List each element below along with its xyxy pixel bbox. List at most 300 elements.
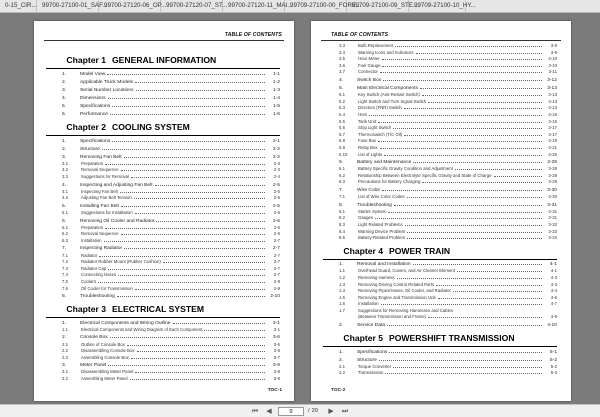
chapter-number: Chapter 4 [343, 245, 383, 256]
toc-entry[interactable] [46, 286, 280, 293]
toc-entry[interactable] [46, 154, 280, 161]
entry-title: Meter Panel [80, 363, 107, 369]
document-tab[interactable]: 99709-27100-00_FORE... [285, 0, 347, 13]
dot-leader [131, 355, 265, 359]
toc-entry[interactable] [46, 71, 280, 78]
toc-entry[interactable] [323, 202, 557, 209]
toc-entry[interactable] [46, 294, 280, 301]
entry-title: Horn [358, 111, 368, 117]
toc-entry[interactable] [46, 279, 280, 286]
entry-page: 4-7 [550, 301, 557, 307]
toc-entry[interactable] [323, 308, 557, 315]
entry-number: 2. [62, 79, 67, 85]
chapter-number: Chapter 3 [66, 304, 106, 315]
entry-title: Electrical Components and Wiring Outline [80, 320, 171, 326]
toc-entry[interactable] [46, 335, 280, 342]
entry-number: 1.3 [339, 281, 345, 287]
toc-entry[interactable] [46, 95, 280, 102]
entry-title: List of Lights [358, 151, 383, 157]
entry-title: Dimensions [80, 95, 106, 101]
entry-number: 5.10 [339, 151, 348, 157]
entry-number: 1.1 [339, 268, 345, 274]
entry-number: 1. [62, 71, 67, 77]
toc-entry[interactable] [46, 355, 280, 362]
entry-number: 3.3 [339, 43, 345, 48]
dot-leader [99, 253, 265, 257]
document-tab[interactable]: 0-15_CIR... [0, 0, 37, 13]
dot-leader [378, 119, 542, 123]
toc-entry[interactable] [323, 166, 557, 173]
dot-leader [102, 146, 265, 150]
toc-entry[interactable] [323, 77, 557, 84]
dot-leader [124, 154, 265, 158]
entry-page: 3-31 [548, 215, 557, 221]
entry-title: Precautions for Battery Charging [358, 179, 421, 185]
toc-entry[interactable] [323, 235, 557, 242]
document-tab[interactable]: 99700-27120-06_OP... [99, 0, 161, 13]
dot-leader [117, 294, 265, 298]
toc-entry[interactable] [46, 225, 280, 232]
entry-page: 3-30 [548, 194, 557, 200]
entry-title: Gauges [358, 215, 374, 221]
entry-number: 2. [339, 357, 344, 363]
entry-number: 1. [339, 349, 344, 355]
document-tab-bar [0, 0, 600, 13]
entry-number: 6.1 [339, 166, 345, 172]
toc-entry[interactable] [323, 152, 557, 159]
entry-number: 7.2 [62, 259, 68, 265]
dot-leader [173, 320, 265, 324]
entry-title: Wire Color [357, 187, 381, 193]
entry-title: Removal Sequence [81, 231, 119, 237]
entry-page: 4-1 [549, 262, 557, 268]
entry-page: 5-1 [549, 349, 557, 355]
chapter-heading[interactable] [323, 246, 557, 258]
dot-leader [387, 323, 542, 327]
document-tab[interactable]: 99709-27100-09_STE... [347, 0, 409, 13]
toc-entry[interactable] [323, 295, 557, 302]
entry-title: Structure [357, 357, 377, 363]
dot-leader [394, 202, 542, 206]
entry-page: 3-33 [548, 228, 557, 234]
toc-entry[interactable] [323, 138, 557, 145]
entry-page: 3-28 [548, 166, 557, 172]
toc-entry[interactable] [46, 231, 280, 238]
entry-number: 6. [62, 218, 67, 224]
entry-title: Switch Box [357, 77, 382, 83]
entry-page: 3-7 [273, 354, 280, 360]
entry-page: 4-9 [550, 314, 557, 320]
toc-entry[interactable] [323, 179, 557, 186]
entry-title: Adjusting Fan Belt Tension [81, 195, 132, 201]
toc-entry[interactable] [323, 50, 557, 57]
entry-number: 3.5 [339, 56, 345, 62]
toc-entry[interactable] [323, 301, 557, 308]
toc-entry[interactable] [46, 103, 280, 110]
toc-entry[interactable] [323, 145, 557, 152]
toc-entry[interactable] [323, 288, 557, 295]
chapter-rule [46, 68, 280, 69]
toc-entry[interactable] [323, 282, 557, 289]
toc-entry[interactable] [46, 203, 280, 210]
entry-title: Console Box [80, 335, 108, 341]
dot-leader [121, 232, 265, 236]
entry-number: 7.4 [62, 272, 68, 278]
entry-number: 1.7 [339, 307, 345, 313]
toc-entry[interactable] [46, 253, 280, 260]
entry-page: 1-1 [272, 71, 280, 77]
toc-entry[interactable] [323, 86, 557, 93]
dot-leader [413, 262, 542, 266]
entry-number: 5. [339, 86, 344, 92]
dot-leader [121, 203, 265, 207]
entry-page: 2-5 [273, 210, 280, 215]
entry-number: 5.1 [339, 92, 345, 98]
entry-title: Inspecting Fan Belt [81, 188, 118, 194]
entry-number: 2.1 [339, 363, 345, 369]
document-viewer[interactable] [0, 13, 600, 404]
entry-number: 5.2 [339, 98, 345, 104]
entry-number: 3.6 [339, 62, 345, 68]
entry-page: 5-2 [549, 357, 557, 363]
toc-entry[interactable] [46, 376, 280, 383]
dot-leader [385, 371, 542, 375]
dot-leader [137, 349, 266, 353]
dot-leader [112, 138, 265, 142]
entry-title: Coolant [81, 278, 96, 284]
dot-leader [110, 111, 265, 115]
entry-title: Troubleshooting [80, 294, 115, 300]
toc-entry[interactable] [46, 87, 280, 94]
entry-page: 2-2 [272, 146, 280, 152]
toc-entry[interactable] [46, 218, 280, 225]
page-separator: / [307, 408, 310, 414]
entry-number: 4.2 [62, 195, 68, 201]
chapter-heading[interactable] [46, 304, 280, 316]
toc-entry[interactable] [323, 323, 557, 330]
toc-entry[interactable] [323, 268, 557, 275]
entry-page: 2-7 [273, 259, 280, 265]
first-page-icon[interactable]: ⏮ [251, 407, 259, 415]
entry-number: 6. [339, 160, 344, 166]
dot-leader [422, 180, 542, 184]
entry-page: 3-28 [547, 160, 557, 166]
entry-number: 3. [62, 87, 67, 93]
entry-title: Main Electrical Components [357, 86, 418, 92]
entry-number: 4. [62, 182, 67, 188]
chapter-heading[interactable] [46, 122, 280, 134]
chapter-heading[interactable] [46, 55, 280, 67]
entry-number: 5. [62, 103, 67, 109]
entry-title: Tank Unit [358, 118, 376, 124]
dot-leader [156, 218, 265, 222]
dot-leader [112, 103, 265, 107]
entry-page: 2-7 [272, 246, 280, 252]
toc-entry[interactable] [46, 138, 280, 145]
toc-entry[interactable] [323, 125, 557, 132]
dot-leader [420, 86, 542, 90]
dot-leader [110, 335, 265, 339]
entry-page: 2-6 [273, 224, 280, 230]
toc-entry[interactable] [46, 238, 280, 245]
toc-entry[interactable] [46, 146, 280, 153]
toc-entry[interactable] [46, 259, 280, 266]
toc-entry[interactable] [46, 348, 280, 355]
entry-page: 2-7 [273, 237, 280, 243]
entry-number: 8. [339, 202, 344, 208]
dot-leader [118, 273, 265, 277]
dot-leader [384, 152, 542, 156]
entry-page: 1-4 [272, 95, 280, 101]
entry-title: Warning Icons and Indicators [358, 49, 414, 55]
toc-entry[interactable] [323, 194, 557, 201]
toc-entry[interactable] [46, 161, 280, 168]
entry-number: 7.1 [62, 252, 68, 258]
toc-entry[interactable] [46, 266, 280, 273]
entry-number: 5.3 [339, 105, 345, 111]
toc-entry[interactable] [323, 119, 557, 126]
entry-title: Performance [80, 111, 108, 117]
entry-page: 4-3 [550, 281, 557, 287]
entry-number: 3.2 [62, 167, 68, 173]
entry-page: 2-7 [273, 272, 280, 278]
entry-page: 3-13 [548, 92, 557, 98]
entry-number: 2.2 [62, 348, 68, 354]
entry-page: 3-8 [550, 43, 557, 48]
dot-leader [131, 175, 265, 179]
toc-entry[interactable] [46, 342, 280, 349]
toc-entry[interactable] [323, 229, 557, 236]
dot-leader [413, 160, 542, 164]
entry-title: Connector [358, 69, 378, 75]
chapter-title: GENERAL INFORMATION [112, 55, 217, 65]
entry-title: Light Related Problems [358, 221, 403, 227]
toc-entry[interactable] [323, 357, 557, 364]
dot-leader [127, 342, 265, 346]
entry-number: 8.1 [339, 208, 345, 214]
toc-entry[interactable] [323, 112, 557, 119]
entry-title: Service Data [357, 323, 385, 329]
total-pages: 20 [311, 408, 319, 414]
dot-leader [108, 266, 265, 270]
dot-leader [393, 364, 542, 368]
toc-entry[interactable] [323, 370, 557, 377]
dot-leader [378, 139, 542, 143]
entry-title: Transmission [358, 370, 384, 376]
dot-leader [455, 167, 542, 171]
entry-number: 5.7 [339, 131, 345, 137]
toc-entry[interactable] [46, 111, 280, 118]
toc-entry[interactable] [323, 209, 557, 216]
entry-title: Specifications [80, 103, 111, 109]
entry-title: Starter System [358, 208, 387, 214]
dot-leader [134, 196, 265, 200]
document-tab[interactable]: 99700-27120-11_MAI... [223, 0, 285, 13]
entry-number: 2. [62, 335, 67, 341]
toc-entry[interactable] [46, 246, 280, 253]
header-rule [44, 40, 284, 41]
dot-leader [407, 229, 542, 233]
dot-leader [389, 349, 542, 353]
entry-title: Removal Sequence [81, 167, 119, 173]
entry-title: Hour Meter [358, 56, 380, 62]
entry-title: Fuel Gauge [358, 62, 381, 68]
toc-entry[interactable] [323, 187, 557, 194]
page-footer: TOC-2 [331, 388, 346, 393]
toc-list [323, 43, 557, 377]
dot-leader [388, 209, 542, 213]
dot-leader [416, 50, 543, 54]
entry-number: 6.1 [62, 224, 68, 230]
document-tab[interactable]: 99700-27120-07_ST... [161, 0, 223, 13]
entry-page: 2-3 [273, 167, 280, 173]
toc-entry[interactable] [323, 92, 557, 99]
entry-page: 3-32 [548, 221, 557, 227]
chapter-title: ELECTRICAL SYSTEM [112, 304, 204, 315]
entry-title: Removing Pipes/Hoses, Oil Cooler, and Radiator [358, 288, 451, 294]
toc-entry[interactable] [323, 173, 557, 180]
current-page-input[interactable]: 9 [278, 407, 304, 416]
entry-page: 3-1 [273, 326, 280, 332]
entry-number: 3. [62, 363, 67, 369]
chapter-rule [323, 346, 557, 347]
toc-entry[interactable] [46, 79, 280, 86]
toc-entry[interactable] [46, 320, 280, 327]
entry-number: 5. [62, 203, 67, 209]
toc-entry[interactable] [46, 174, 280, 181]
dot-leader [135, 370, 265, 374]
toc-entry[interactable] [323, 43, 557, 50]
toc-entry[interactable] [323, 349, 557, 356]
toc-entry[interactable] [323, 262, 557, 269]
toc-entry[interactable] [46, 210, 280, 217]
entry-number: 1. [62, 138, 67, 144]
entry-number: 8.4 [339, 228, 345, 234]
entry-page: 3-21 [548, 144, 557, 150]
toc-entry[interactable] [323, 222, 557, 229]
dot-leader [108, 363, 265, 367]
toc-entry[interactable] [323, 69, 557, 76]
toc-entry[interactable] [46, 182, 280, 189]
toc-entry[interactable] [46, 167, 280, 174]
entry-number: 2. [62, 146, 67, 152]
next-page-icon[interactable]: ▶ [328, 407, 334, 415]
entry-number: 1. [62, 320, 67, 326]
entry-page: 3-16 [548, 118, 557, 124]
dot-leader [204, 327, 265, 331]
entry-number: 8.5 [339, 235, 345, 241]
toc-entry[interactable] [323, 364, 557, 371]
entry-title: Serial Number Locations [80, 87, 134, 93]
entry-title: Battery and Maintenance [357, 160, 412, 166]
toc-entry[interactable] [46, 369, 280, 376]
entry-page: 3-26 [548, 151, 557, 157]
document-tab[interactable]: 99700-27100-01_SAF... [37, 0, 99, 13]
chapter-rule [46, 135, 280, 136]
chapter-heading[interactable] [323, 333, 557, 345]
toc-page-left [34, 21, 294, 401]
entry-page: 4-4 [550, 288, 557, 294]
entry-page: 3-13 [547, 86, 557, 92]
entry-page: 3-17 [548, 131, 557, 137]
toc-entry[interactable] [323, 132, 557, 139]
entry-number: 7. [339, 187, 344, 193]
entry-page: 3-1 [272, 320, 280, 326]
entry-number: 5.6 [339, 125, 345, 131]
toc-entry[interactable] [323, 63, 557, 70]
entry-number: 4. [339, 77, 344, 83]
entry-title: Removing Oil Cooler and Radiator [80, 218, 155, 224]
entry-page: 3-9 [550, 49, 557, 55]
entry-title: Bulb Replacement [358, 43, 394, 48]
chapter-rule [46, 317, 280, 318]
entry-page: 3-6 [272, 335, 280, 341]
toc-list [46, 51, 280, 383]
entry-title: Disassembling Console Box [81, 348, 135, 354]
dot-leader [124, 246, 265, 250]
last-page-icon[interactable]: ⏭ [341, 407, 349, 415]
toc-entry[interactable] [323, 99, 557, 106]
entry-page: 3-11 [548, 69, 557, 75]
entry-number: 7.5 [62, 278, 68, 284]
toc-entry[interactable] [323, 105, 557, 112]
entry-number: 6.3 [339, 179, 345, 185]
document-tab[interactable]: 99709-27100-10_HY... [409, 0, 466, 13]
entry-title: Assembling Meter Panel [81, 375, 128, 381]
entry-number: 4. [62, 95, 67, 101]
toc-entry[interactable] [323, 56, 557, 63]
entry-page: 3-8 [273, 375, 280, 381]
dot-leader [438, 295, 542, 299]
toc-entry[interactable] [323, 314, 557, 321]
entry-title: Suggestions for Installation [81, 210, 133, 215]
entry-page: 2-5 [273, 188, 280, 194]
dot-leader [120, 189, 265, 193]
entry-number: 2.2 [339, 370, 345, 376]
dot-leader [428, 315, 542, 319]
toc-entry[interactable] [46, 363, 280, 370]
toc-entry[interactable] [323, 215, 557, 222]
entry-title: Assembling Console Box [81, 354, 129, 360]
entry-number: 2.1 [62, 341, 68, 347]
prev-page-icon[interactable]: ◀ [266, 407, 272, 415]
page-footer: TOC-1 [267, 388, 282, 393]
toc-entry[interactable] [46, 327, 280, 334]
entry-number: 5.9 [339, 144, 345, 150]
toc-entry[interactable] [323, 275, 557, 282]
toc-entry[interactable] [323, 160, 557, 167]
entry-title: Radiator [81, 252, 98, 258]
entry-page: 2-5 [272, 182, 280, 188]
entry-page: 3-6 [273, 341, 280, 347]
entry-title: Removing Harness [358, 274, 395, 280]
toc-entry[interactable] [46, 195, 280, 202]
entry-title: Removing Driving Control Related Parts [358, 281, 435, 287]
chapter-number: Chapter 2 [66, 122, 106, 133]
entry-page: 2-8 [273, 278, 280, 284]
toc-entry[interactable] [46, 189, 280, 196]
toc-entry[interactable] [46, 272, 280, 279]
entry-title: Model View [80, 71, 106, 77]
dot-leader [383, 77, 542, 81]
chapter-number: Chapter 5 [343, 333, 383, 344]
dot-leader [380, 70, 542, 74]
entry-page: 3-31 [548, 208, 557, 214]
entry-page: 2-4 [273, 174, 280, 180]
entry-number: 4.1 [62, 188, 68, 194]
entry-title: Oil Cooler for Transmission [81, 285, 133, 291]
dot-leader [135, 211, 265, 215]
